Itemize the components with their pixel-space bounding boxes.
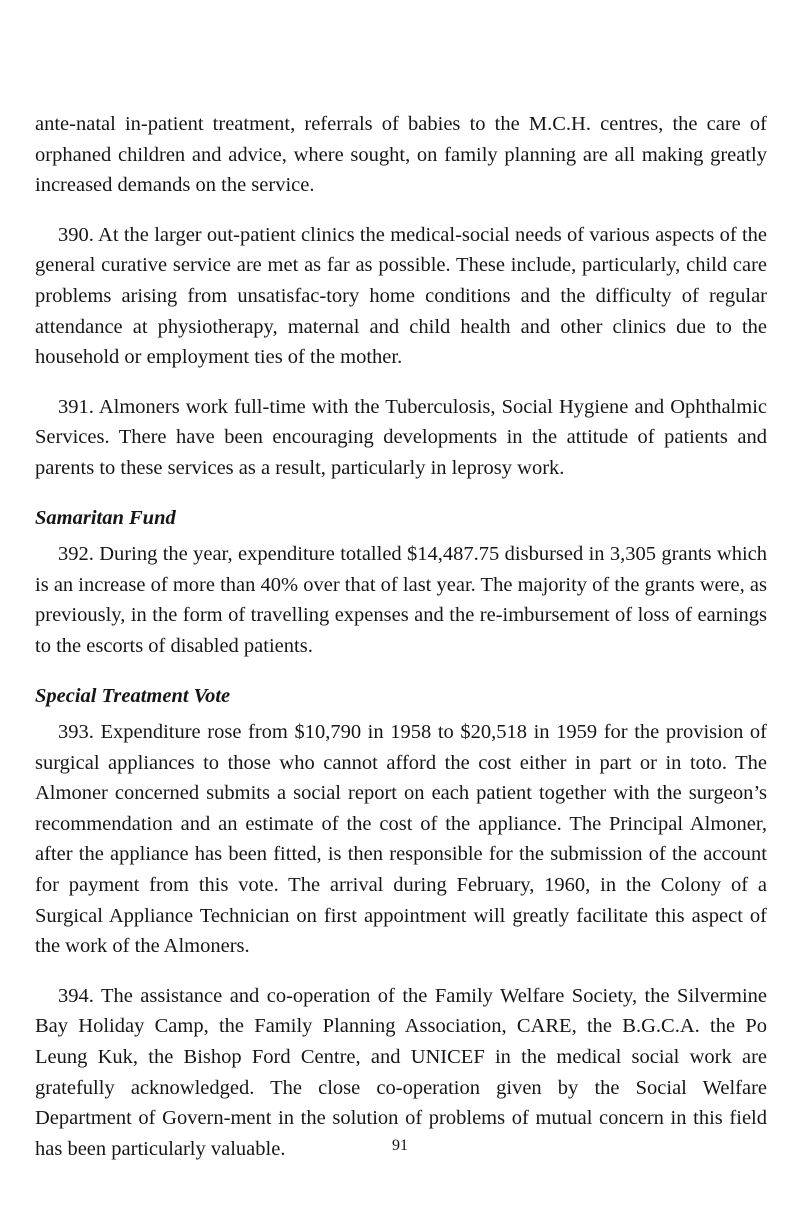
paragraph-394: 394. The assistance and co-operation of the Family Welfare Society, the Silvermine Bay Holiday Camp, the Family Planning Association, CARE, the B.G.C.A. the Po Leung Kuk, the Bishop Ford Centre, and UNICEF in the medical social work are gratefully acknowledged. The close co-operation given by the Social Welfare Department of Govern-ment in the solution of problems of mutual concern in this field has been particularly valuable.: [35, 984, 767, 1160]
heading-special-treatment-vote: Special Treatment Vote: [35, 684, 231, 707]
heading-samaritan-fund: Samaritan Fund: [35, 506, 176, 529]
page-number: 91: [392, 1137, 408, 1154]
page-body: [35, 109, 767, 1183]
paragraph-393: 393. Expenditure rose from $10,790 in 1958 to $20,518 in 1959 for the provision of surgical appliances to those who cannot afford the cost either in part or in toto. The Almoner concerned submits a social report on each patient together with the surgeon’s recommendation and an estimate of the cost of the appliance. The Principal Almoner, after the appliance has been fitted, is then responsible for the submission of the account for payment from this vote. The arrival during February, 1960, in the Colony of a Surgical Appliance Technician on first appointment will greatly facilitate this aspect of the work of the Almoners.: [35, 721, 767, 958]
paragraph-392: 392. During the year, expenditure totalled $14,487.75 disbursed in 3,305 grants which is an increase of more than 40% over that of last year. The majority of the grants were, as previously, in the form of travelling expenses and the re-imbursement of loss of earnings to the escorts of disabled patients.: [35, 543, 767, 657]
paragraph-390: 390. At the larger out-patient clinics the medical-social needs of various aspects of the general curative service are met as far as possible. These include, particularly, child care problems arising from unsatisfac-tory home conditions and the difficulty of regular attendance at physiotherapy, maternal and child health and other clinics due to the household or employment ties of the mother.: [35, 223, 767, 369]
paragraph-391: 391. Almoners work full-time with the Tuberculosis, Social Hygiene and Ophthalmic Services. There have been encouraging developments in the attitude of patients and parents to these services as a result, particularly in leprosy work.: [35, 395, 767, 479]
continued-paragraph: ante-natal in-patient treatment, referrals of babies to the M.C.H. centres, the care of orphaned children and advice, where sought, on family planning are all making greatly increased demands on the service.: [35, 113, 767, 197]
